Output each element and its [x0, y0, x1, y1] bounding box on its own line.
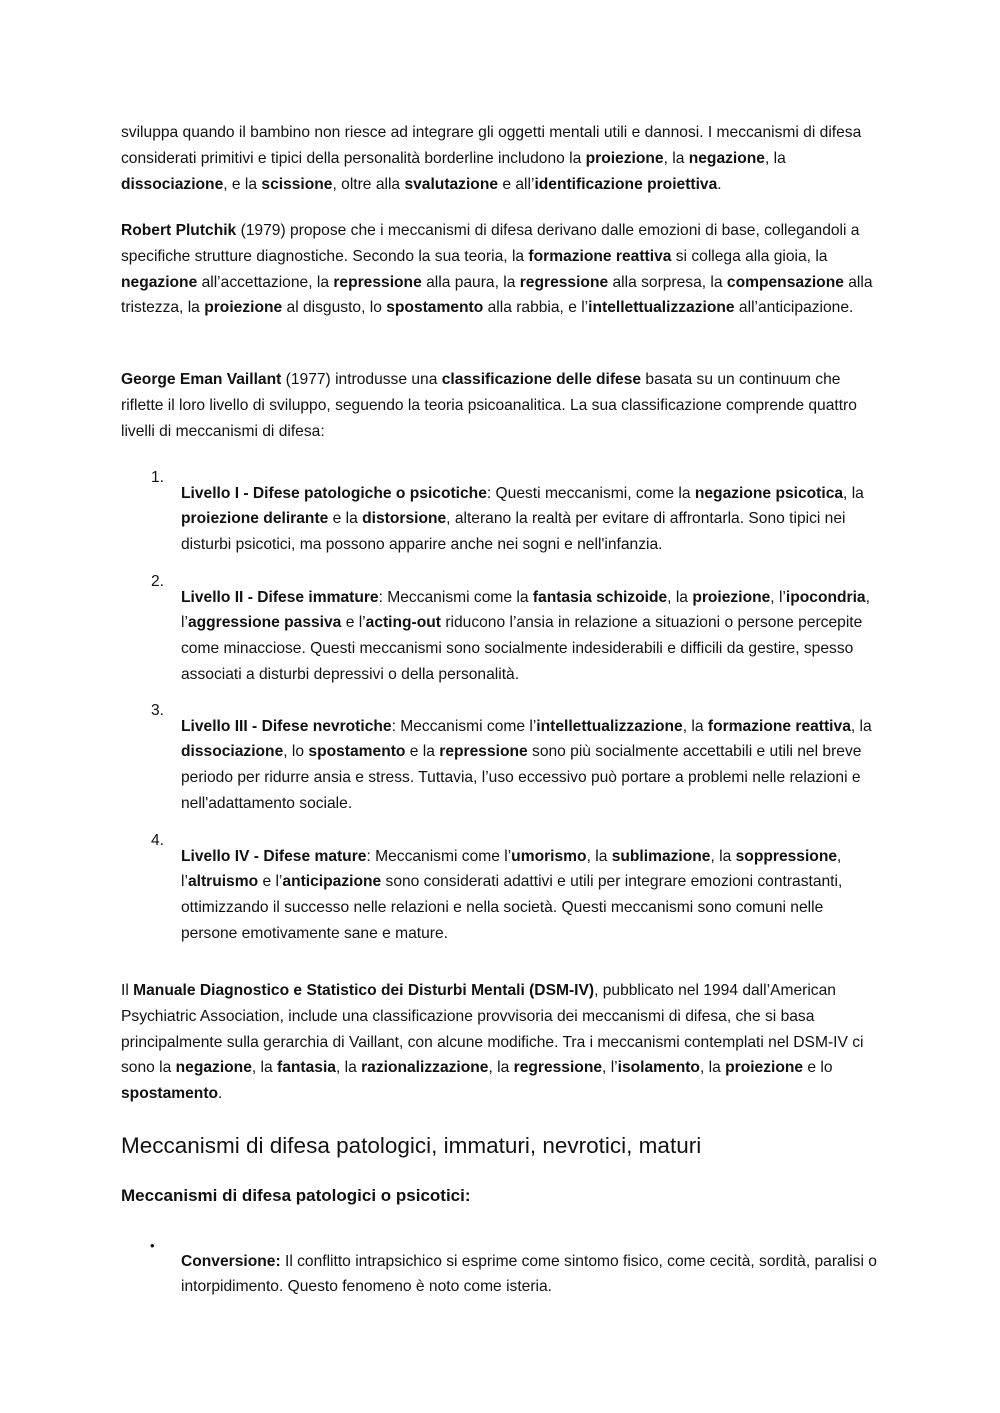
paragraph-text — [121, 978, 881, 1107]
term: razionalizzazione — [361, 1059, 489, 1077]
term: soppressione — [735, 847, 838, 865]
term: ipocondria — [785, 588, 866, 606]
text-run: alla paura, la — [421, 273, 520, 291]
level-title: Livello III - Difese nevrotiche — [181, 717, 392, 735]
text-run: alla rabbia, e l’ — [483, 299, 589, 317]
text-run: all’accettazione, la — [197, 273, 334, 291]
term: sublimazione — [611, 847, 711, 865]
term: svalutazione — [404, 175, 499, 193]
list-item-level-4 — [181, 828, 881, 962]
term: scissione — [261, 175, 333, 193]
text-run: , pubblicato nel 1994 dall’American Psychiatric Association, include una classificazione provvisoria dei meccanismi di difesa, che si basa principalmente sulla gerarchia di Vaillant, con alcune modifiche. Tra i meccanismi contemplati nel DSM-IV ci sono la — [121, 982, 864, 1077]
term: fantasia — [277, 1059, 336, 1077]
text-run: , la — [586, 847, 612, 865]
paragraph-text — [121, 120, 881, 197]
text-run: (1977) introdusse una — [281, 371, 442, 388]
text-run: alla sorpresa, la — [608, 273, 727, 291]
term: intellettualizzazione — [588, 299, 735, 317]
list-number: 4. — [151, 832, 165, 849]
text-run: riducono l’ansia in relazione a situazioni o persone percepite come minacciose. Questi meccanismi sono socialmente indesiderabili e difficili da gestire, spesso associati a disturbi depressivi o della personalità. — [181, 614, 863, 683]
paragraph-borderline — [121, 120, 881, 197]
term: spostamento — [121, 1085, 219, 1103]
text-run: , l’ — [181, 847, 842, 891]
text-run: : Questi meccanismi, come la — [486, 484, 695, 502]
bullet-item-conversione — [181, 1233, 881, 1316]
text-run: sono più socialmente accettabili e utili nel breve periodo per ridurre ansia e stress. Tuttavia, l’uso eccessivo può portare a problemi nelle relazioni e nell'adattamento sociale. — [181, 743, 862, 812]
term: proiezione — [692, 588, 771, 606]
level-title: Livello II - Difese immature — [181, 588, 379, 606]
text-run: , la — [667, 588, 693, 606]
text-run: , la — [850, 717, 872, 735]
term: formazione reattiva — [707, 717, 851, 735]
term: altruismo — [187, 873, 259, 891]
text-run: Il conflitto intrapsichico si esprime come sintomo fisico, come cecità, sordità, paralisi o intorpidimento. Questo fenomeno è noto come isteria. — [181, 1252, 877, 1296]
term: spostamento — [308, 743, 406, 761]
list-item-text — [181, 844, 881, 947]
term: regressione — [519, 273, 609, 291]
term: negazione — [688, 149, 765, 167]
term: distorsione — [362, 510, 447, 528]
text-run: sviluppa quando il bambino non riesce ad integrare gli oggetti mentali utili e dannosi. I meccanismi di difesa considerati primitivi e tipici della personalità borderline includono la — [121, 124, 862, 167]
term: negazione psicotica — [694, 484, 844, 502]
text-run: , la — [682, 717, 708, 735]
list-item-text — [181, 1249, 881, 1301]
list-item-level-3 — [181, 698, 881, 832]
term: Conversione: — [181, 1252, 281, 1270]
text-run: , la — [251, 1059, 278, 1077]
text-run: . — [218, 1085, 223, 1103]
text-run: , lo — [283, 743, 309, 761]
term: isolamento — [617, 1059, 700, 1077]
text-run: e la — [328, 510, 363, 528]
subsection-heading: Meccanismi di difesa patologici o psicotici: — [121, 1186, 471, 1205]
term: acting-out — [365, 614, 441, 632]
list-number: 2. — [151, 573, 165, 590]
text-run: e all’ — [498, 175, 535, 193]
text-run: , la — [699, 1059, 726, 1077]
paragraph-vaillant — [121, 367, 881, 444]
text-run: e la — [405, 743, 440, 761]
text-run: , la — [488, 1059, 514, 1077]
level-title: Livello I - Difese patologiche o psicotiche — [181, 484, 487, 502]
text-run: all’anticipazione. — [734, 299, 854, 317]
text-run: al disgusto, lo — [282, 299, 387, 317]
text-run: : Meccanismi come l’ — [391, 717, 537, 735]
term: anticipazione — [282, 873, 382, 891]
term: negazione — [121, 273, 198, 291]
list-item-text — [181, 585, 881, 688]
section-heading: Meccanismi di difesa patologici, immaturi, nevrotici, maturi — [121, 1133, 702, 1158]
text-run: : Meccanismi come la — [378, 588, 533, 606]
text-run: sono considerati adattivi e utili per integrare emozioni contrastanti, ottimizzando il successo nelle relazioni e nella società. Questi meccanismi sono comuni nelle persone emotivamente sane e mature. — [181, 873, 843, 942]
list-number: 3. — [151, 702, 165, 719]
list-number: 1. — [151, 469, 165, 486]
text-run: , la — [710, 847, 736, 865]
text-run: , oltre alla — [332, 175, 405, 193]
author-name: George Eman Vaillant — [121, 371, 282, 388]
paragraph-text — [121, 367, 881, 444]
list-item-level-2 — [181, 569, 881, 703]
term: dissociazione — [121, 175, 224, 193]
term: intellettualizzazione — [536, 717, 683, 735]
term: Manuale Diagnostico e Statistico dei Disturbi Mentali (DSM-IV) — [133, 982, 595, 999]
text-run: e lo — [803, 1059, 833, 1077]
term: identificazione proiettiva — [534, 175, 718, 193]
text-run: si collega alla gioia, la — [671, 247, 828, 265]
paragraph-dsm-iv — [121, 978, 881, 1107]
term: spostamento — [386, 299, 484, 317]
text-run: , la — [764, 149, 786, 167]
text-run: e l’ — [341, 614, 366, 632]
text-run: : Meccanismi come l’ — [366, 847, 512, 865]
paragraph-plutchik — [121, 218, 881, 321]
term: umorismo — [511, 847, 587, 865]
text-run: basata su un continuum che riflette il loro livello di sviluppo, seguendo la teoria psicoanalitica. La sua classificazione comprende quattro livelli di meccanismi di difesa: — [121, 371, 857, 440]
text-run: Il — [121, 982, 134, 999]
text-run: alla tristezza, la — [121, 273, 873, 317]
list-item-level-1 — [181, 465, 881, 574]
text-run: e l’ — [258, 873, 283, 891]
level-title: Livello IV - Difese mature — [181, 847, 367, 865]
term: dissociazione — [181, 743, 284, 761]
text-run: . — [717, 175, 722, 193]
list-item-text — [181, 714, 881, 817]
text-run: , la — [663, 149, 689, 167]
term: proiezione — [725, 1059, 804, 1077]
term: proiezione — [585, 149, 664, 167]
bullet-icon: • — [150, 1238, 155, 1253]
text-run: , l’ — [602, 1059, 618, 1077]
text-run: , l’ — [181, 588, 870, 632]
term: regressione — [513, 1059, 603, 1077]
text-run: , e la — [223, 175, 262, 193]
list-item-text — [181, 481, 881, 558]
term: classificazione delle difese — [441, 371, 642, 388]
text-run: , la — [843, 484, 864, 502]
author-name: Robert Plutchik — [121, 222, 237, 239]
term: proiezione delirante — [181, 510, 329, 528]
term: aggressione passiva — [187, 614, 342, 632]
term: repressione — [439, 743, 528, 761]
term: repressione — [333, 273, 422, 291]
term: proiezione — [204, 299, 283, 317]
term: fantasia schizoide — [532, 588, 668, 606]
text-run: , la — [335, 1059, 362, 1077]
text-run: , alterano la realtà per evitare di affrontarla. Sono tipici nei disturbi psicotici, ma possono apparire anche nei sogni e nell'infanzia. — [181, 510, 846, 554]
text-run: , l’ — [770, 588, 786, 606]
term: compensazione — [726, 273, 844, 291]
term: formazione reattiva — [528, 247, 672, 265]
text-run: (1979) propose che i meccanismi di difesa derivano dalle emozioni di base, collegandoli a specifiche strutture diagnostiche. Secondo la sua teoria, la — [121, 222, 860, 265]
term: negazione — [175, 1059, 252, 1077]
paragraph-text — [121, 218, 881, 321]
